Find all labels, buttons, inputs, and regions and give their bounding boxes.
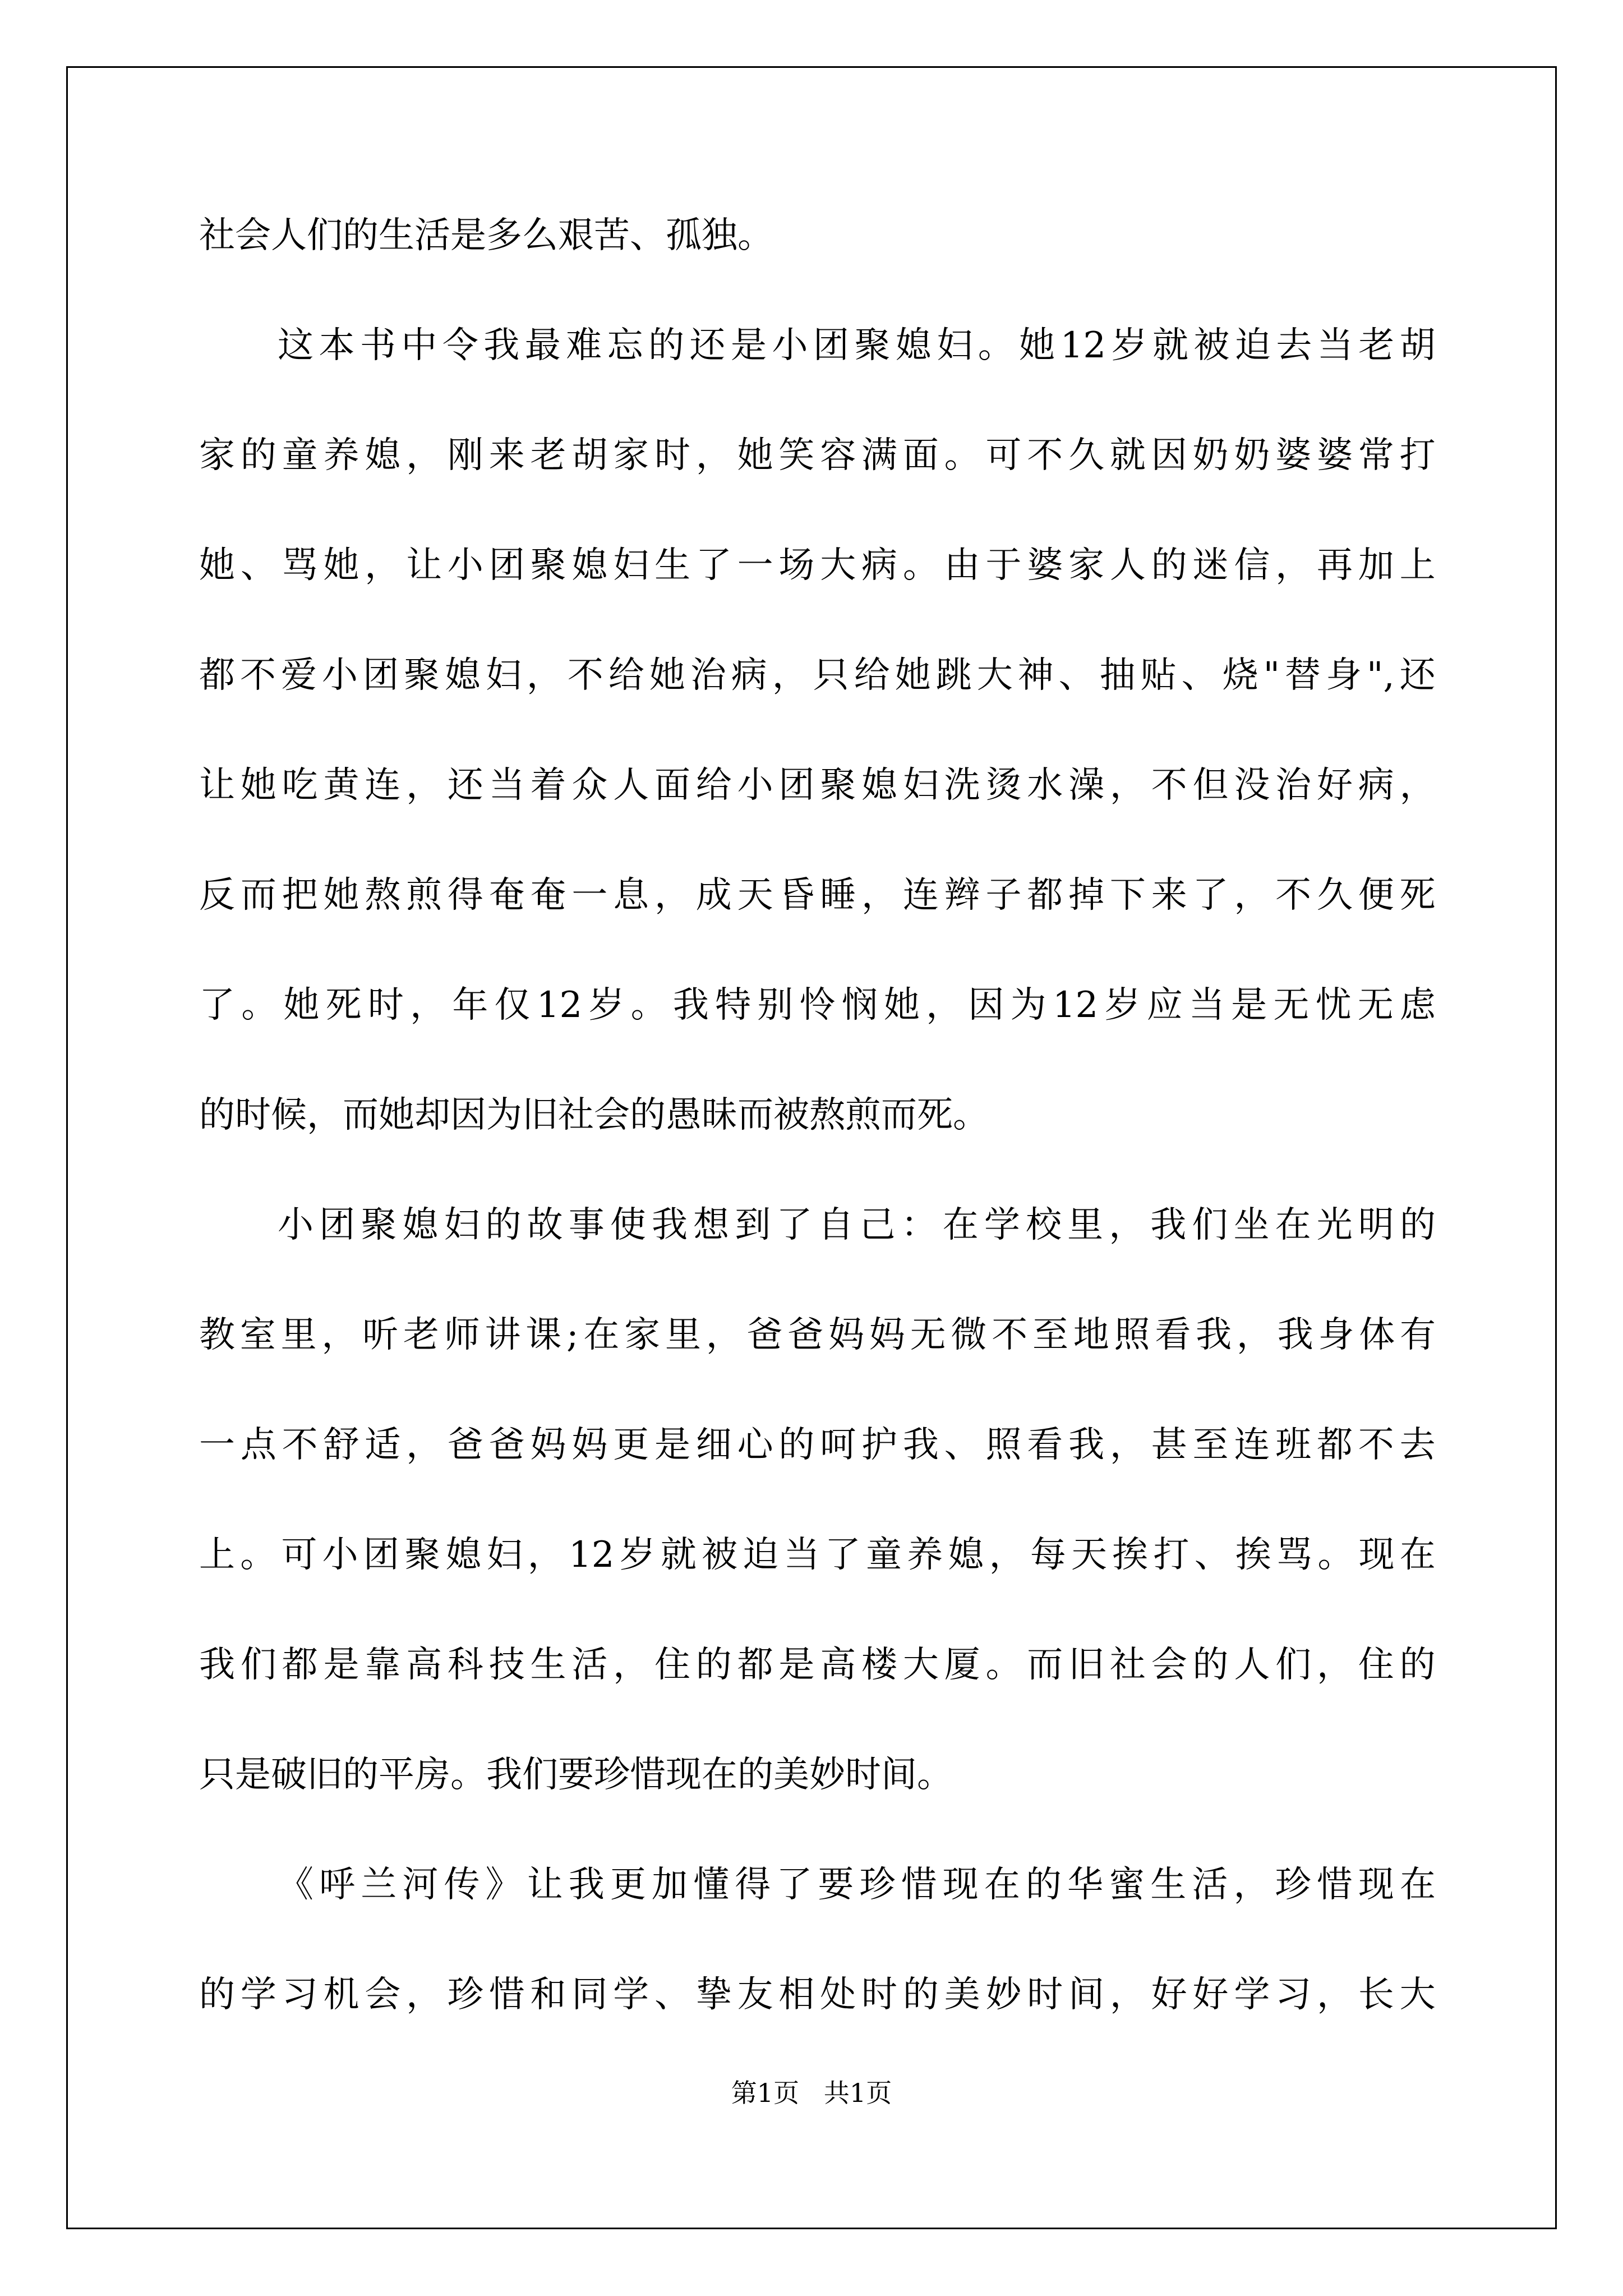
text-line: 社会人们的生活是多么艰苦、孤独。 [199, 215, 773, 256]
text-line: 了 。 她 死 时 ， 年 仅 12 岁 。 我 特 别 怜 悯 她 ， 因 为 12 岁 应 当 是 无 忧 无 虑 [199, 984, 1436, 1026]
text-line: 小 团 聚 媳 妇 的 故 事 使 我 想 到 了 自 己 ： 在 学 校 里 ， 我 们 坐 在 光 明 的 [278, 1204, 1436, 1246]
text-line: 反 而 把 她 熬 煎 得 奄 奄 一 息 ， 成 天 昏 睡 ， 连 辫 子 都 掉 下 来 了 ， 不 久 便 死 [199, 875, 1436, 916]
page-footer: 第1页 共1页 [731, 2078, 892, 2108]
text-line: 《 呼 兰 河 传 》 让 我 更 加 懂 得 了 要 珍 惜 现 在 的 华 蜜 生 活 ， 珍 惜 现 在 [278, 1864, 1436, 1906]
text-line: 家 的 童 养 媳 ， 刚 来 老 胡 家 时 ， 她 笑 容 满 面 。 可 不 久 就 因 奶 奶 婆 婆 常 打 [199, 435, 1436, 476]
document-body [199, 215, 1436, 2087]
text-line: 一 点 不 舒 适 ， 爸 爸 妈 妈 更 是 细 心 的 呵 护 我 、 照 看 我 ， 甚 至 连 班 都 不 去 [199, 1424, 1436, 1466]
text-line: 上 。 可 小 团 聚 媳 妇 ， 12 岁 就 被 迫 当 了 童 养 媳 ， 每 天 挨 打 、 挨 骂 。 现 在 [199, 1534, 1436, 1576]
text-line: 都 不 爱 小 团 聚 媳 妇 ， 不 给 她 治 病 ， 只 给 她 跳 大 神 、 抽 贴 、 烧 " 替 身 ", 还 [199, 655, 1436, 696]
text-line: 让 她 吃 黄 连 ， 还 当 着 众 人 面 给 小 团 聚 媳 妇 洗 烫 水 澡 ， 不 但 没 治 好 病 ， [199, 765, 1436, 806]
text-line: 教 室 里 ， 听 老 师 讲 课 ; 在 家 里 ， 爸 爸 妈 妈 无 微 不 至 地 照 看 我 ， 我 身 体 有 [199, 1314, 1436, 1356]
text-line: 这 本 书 中 令 我 最 难 忘 的 还 是 小 团 聚 媳 妇 。 她 12 岁 就 被 迫 去 当 老 胡 [278, 325, 1436, 366]
text-line: 的 学 习 机 会 ， 珍 惜 和 同 学 、 挚 友 相 处 时 的 美 妙 时 间 ， 好 好 学 习 ， 长 大 [199, 1974, 1436, 2016]
text-line: 我 们 都 是 靠 高 科 技 生 活 ， 住 的 都 是 高 楼 大 厦 。 而 旧 社 会 的 人 们 ， 住 的 [199, 1644, 1436, 1686]
text-line: 只是破旧的平房。我们要珍惜现在的美妙时间。 [199, 1754, 953, 1796]
text-line: 她 、 骂 她 ， 让 小 团 聚 媳 妇 生 了 一 场 大 病 。 由 于 婆 家 人 的 迷 信 ， 再 加 上 [199, 545, 1436, 586]
text-line: 的时候，而她却因为旧社会的愚昧而被熬煎而死。 [199, 1094, 989, 1136]
